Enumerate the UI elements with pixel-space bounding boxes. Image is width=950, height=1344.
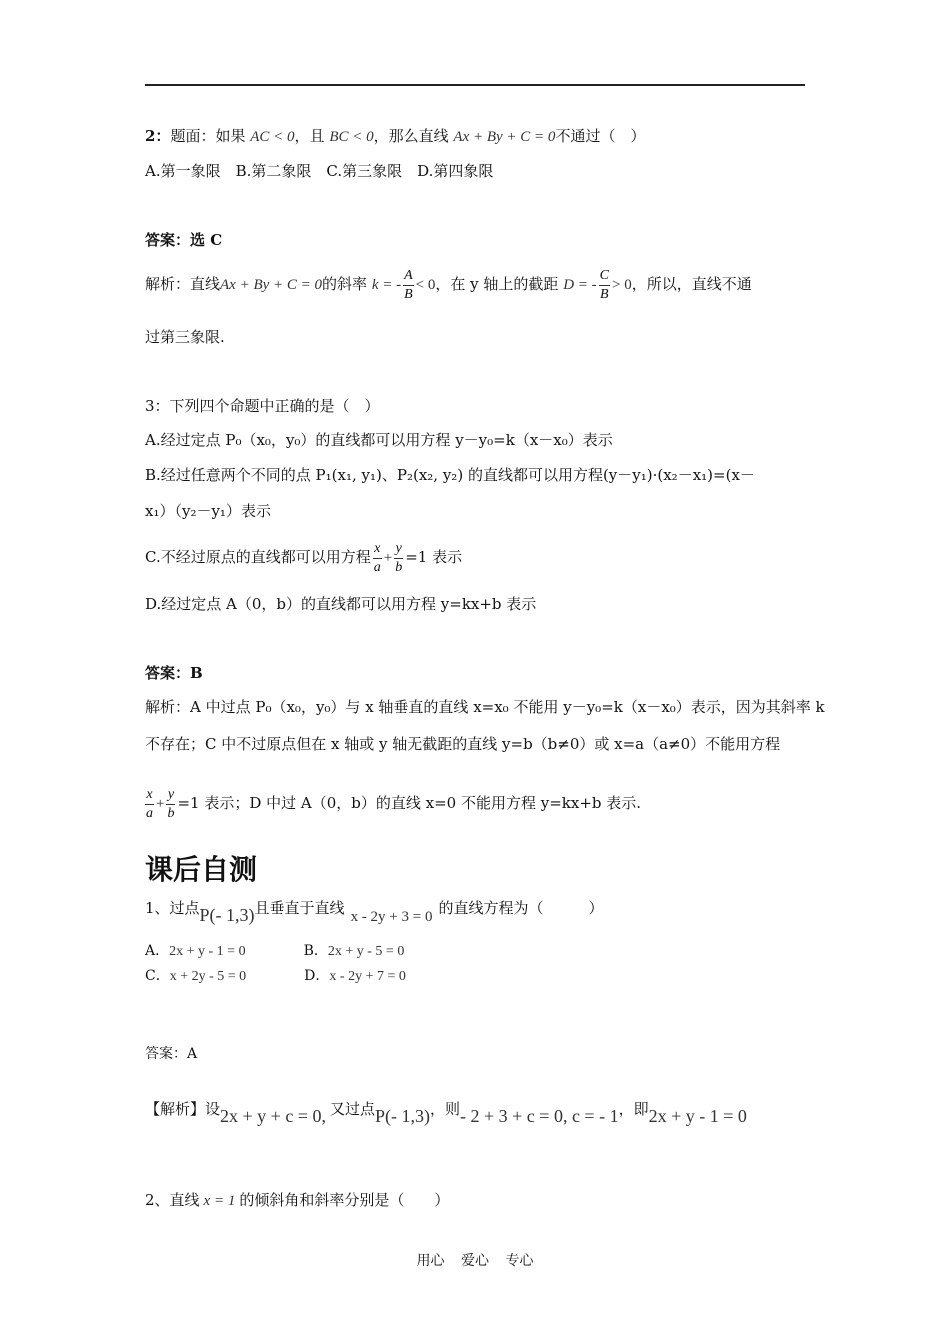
q3-explanation-3: $\frac{x}{a}$ + $\frac{y}{b}$ =1 表示；D 中过 A（0，b）的直线 x=0 不能用方程 y=kx+b 表示. — [146, 786, 642, 821]
q2-answer: 答案：选 C — [145, 231, 223, 249]
q3-explanation-2: 不存在；C 中不过原点但在 x 轴或 y 轴无截距的直线 y=b（b≠0）或 x=a（a≠0）不能用方程 — [145, 735, 781, 753]
fraction-a-over-b: $\frac{A}{B}$ — [404, 267, 413, 302]
fraction-x-over-a: $\frac{x}{a}$ — [373, 540, 381, 575]
p1-options-row1: A．2x + y - 1 = 0 B．2x + y - 5 = 0 — [145, 943, 405, 959]
fraction-y-over-b: $\frac{y}{b}$ — [395, 540, 403, 575]
q3-option-b: B.经过任意两个不同的点 P₁(x₁, y₁)、P₂(x₂, y₂) 的直线都可以用方程(y－y₁)·(x₂－x₁)=(x－ — [145, 466, 755, 484]
q3-option-b-cont: x₁）（y₂－y₁）表示 — [145, 502, 271, 520]
q2-explanation: 解析：直线Ax + By + C = 0的斜率 k = - $\frac{A}{B}$ < 0，在 y 轴上的截距 D = - $\frac{C}{B}$ > 0，所以，直线不通 — [145, 267, 752, 302]
p1-explanation: 【解析】设2x + y + c = 0, 又过点P(- 1,3)，则- 2 + 3 + c = 0, c = - 1，即2x + y - 1 = 0 — [145, 1100, 747, 1126]
q2-stem: 2：题面：如果 AC < 0，且 BC < 0，那么直线 Ax + By + C = 0不通过（ ） — [145, 127, 646, 145]
section-title: 课后自测 — [145, 853, 258, 886]
q3-stem: 3：下列四个命题中正确的是（ ） — [145, 397, 380, 415]
fraction-c-over-b: $\frac{C}{B}$ — [599, 267, 609, 302]
p1-stem: 1、过点P(- 1,3)且垂直于直线 x - 2y + 3 = 0 的直线方程为（ ） — [145, 899, 604, 925]
page-footer: 用心 爱心 专心 — [416, 1253, 534, 1269]
q2-options: A.第一象限 B.第二象限 C.第三象限 D.第四象限 — [145, 162, 494, 180]
q3-option-a: A.经过定点 P₀（x₀，y₀）的直线都可以用方程 y－y₀=k（x－x₀）表示 — [145, 431, 613, 449]
q3-option-d: D.经过定点 A（0，b）的直线都可以用方程 y=kx+b 表示 — [145, 595, 537, 613]
q3-option-c: C.不经过原点的直线都可以用方程 $\frac{x}{a}$ + $\frac{y}{b}$ =1 表示 — [145, 540, 463, 575]
p1-answer: 答案：A — [145, 1046, 198, 1062]
p2-stem: 2、直线 x = 1 的倾斜角和斜率分别是（ ） — [145, 1191, 450, 1209]
q3-answer: 答案：B — [145, 664, 203, 682]
fraction-x-over-a: $\frac{x}{a}$ — [146, 786, 153, 821]
header-rule — [145, 84, 805, 86]
fraction-y-over-b: $\frac{y}{b}$ — [167, 786, 175, 821]
p1-options-row2: C．x + 2y - 5 = 0 D．x - 2y + 7 = 0 — [145, 968, 406, 984]
q2-explanation-cont: 过第三象限. — [145, 328, 225, 346]
q3-explanation-1: 解析：A 中过点 P₀（x₀，y₀）与 x 轴垂直的直线 x=x₀ 不能用 y－y₀=k（x－x₀）表示，因为其斜率 k — [145, 698, 825, 716]
